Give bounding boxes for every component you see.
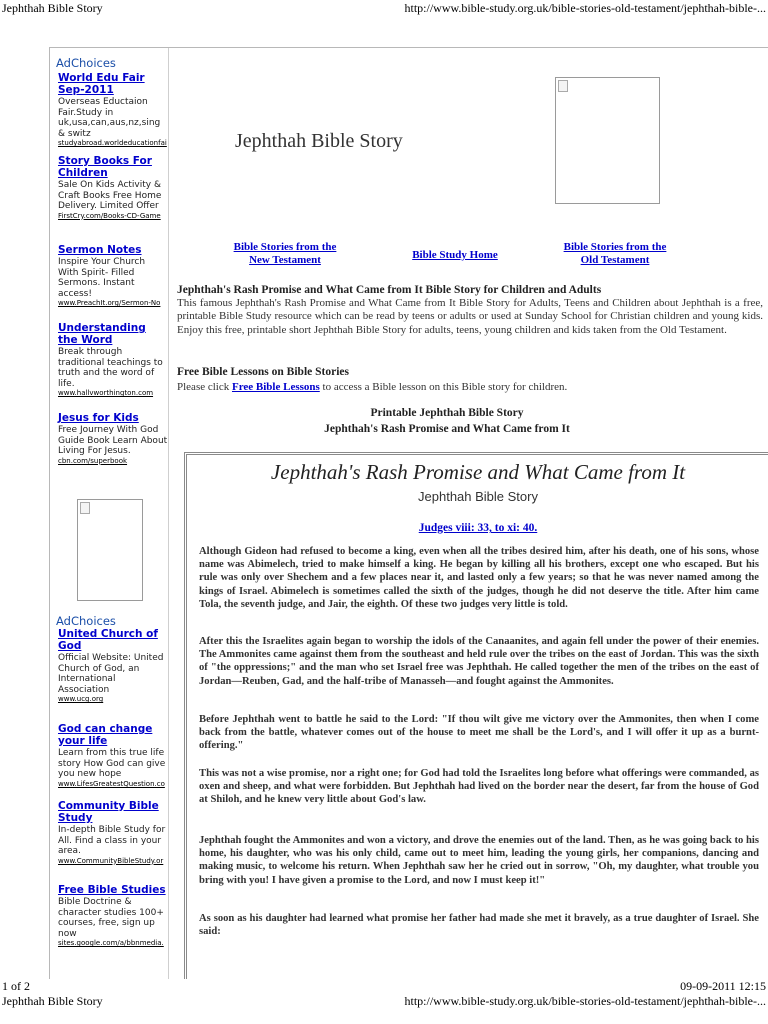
ad-description: Free Journey With God Guide Book Learn About Living For Jesus. (58, 425, 168, 456)
print-footer-url: http://www.bible-study.org.uk/bible-stories-old-testament/jephthah-bible-... (404, 994, 766, 1008)
lessons-text (177, 381, 763, 394)
ad-title-link[interactable]: Story Books For Children (58, 155, 152, 179)
sidebar-ad[interactable] (58, 884, 168, 948)
ad-choices-label[interactable]: AdChoices (56, 56, 116, 70)
sidebar-ad[interactable] (58, 412, 168, 466)
story-box (184, 452, 768, 979)
ad-url-link[interactable]: FirstCry.com/Books-CD-Game (58, 211, 161, 220)
ad-description: Break through traditional teachings to truth and the word of life. (58, 347, 163, 389)
ad-title-link[interactable]: United Church of God (58, 628, 158, 652)
print-footer-repeat (0, 993, 768, 1009)
print-header (0, 0, 768, 16)
ad-url-link[interactable]: www.hallvworthington.com (58, 389, 154, 397)
broken-image-icon (558, 80, 568, 92)
printable-line-2: Jephthah's Rash Promise and What Came from It (324, 423, 570, 435)
ad-url-link[interactable]: www.LifesGreatestQuestion.co (58, 779, 165, 788)
ad-url-link[interactable]: www.ucg.org (58, 695, 104, 703)
print-header-title: Jephthah Bible Story (2, 1, 103, 15)
ad-url-link[interactable]: sites.google.com/a/bbnmedia. (58, 939, 164, 947)
ad-description: In-depth Bible Study for All. Find a class in your area. (58, 825, 166, 856)
print-datetime: 09-09-2011 12:15 (680, 979, 766, 993)
ad-choices-label[interactable]: AdChoices (56, 614, 116, 628)
nav-old-testament-link[interactable]: Bible Stories from the Old Testament (563, 241, 667, 266)
sidebar-ad[interactable] (58, 322, 168, 398)
free-bible-lessons-link[interactable]: Free Bible Lessons (231, 381, 320, 393)
broken-image-icon (80, 502, 90, 514)
ad-description: Inspire Your Church With Spirit- Filled Sermons. Instant access! (58, 257, 146, 299)
sidebar-ads (50, 48, 169, 979)
nav-home-link[interactable]: Bible Study Home (412, 249, 498, 261)
nav-new-testament-link[interactable]: Bible Stories from the New Testament (233, 241, 337, 266)
lessons-heading: Free Bible Lessons on Bible Stories (177, 366, 349, 378)
story-paragraph: Although Gideon had refused to become a king, even when all the tribes desired him, after his death, one of his sons, whose name was Abimelech, tried to make himself a king. He began by killing all his brothers, except one who escaped. But his rule was only over Shechem and a few places near it, and lasted only a few years; so that he was never named among the kings of Israel. Abimelech is sometimes called the sixth of the judges, though he did not deserve the title. After him came Tola, the seventh judge, and Jair, the eighth. Of these two judges very little is told. (199, 546, 759, 610)
print-footer (0, 978, 768, 994)
print-header-url: http://www.bible-study.org.uk/bible-stories-old-testament/jephthah-bible-... (404, 1, 766, 15)
story-paragraph: After this the Israelites again began to worship the idols of the Canaanites, and again fell under the power of their enemies. The Ammonites came against them from the southeast and held rule over the tribes on the east of Jordan. This was the sixth of "the oppressions;" and the man who set Israel free was Jephthah. He called together the men of the tribes on the east of Jordan—Reuben, Gad, and the half-tribe of Manasseh—and fought against the Ammonites. (199, 636, 759, 687)
ad-description: Bible Doctrine & character studies 100+ courses, free, sign up now (58, 897, 164, 939)
sidebar-ad[interactable] (58, 155, 168, 221)
ad-url-link[interactable]: www.PreachIt.org/Sermon-No (58, 299, 161, 307)
story-paragraph: As soon as his daughter had learned what promise her father had made she met it bravely, as a true daughter of Israel. She said: (199, 913, 759, 938)
ad-url-link[interactable]: www.CommunityBibleStudy.or (58, 856, 164, 865)
ad-description: Sale On Kids Activity & Craft Books Free Home Delivery. Limited Offer (58, 180, 162, 211)
printable-line-1: Printable Jephthah Bible Story (370, 407, 524, 419)
ad-url-link[interactable]: studyabroad.worldeducationfai (58, 139, 167, 147)
web-page (49, 47, 768, 979)
sidebar-ad[interactable] (58, 72, 168, 148)
header-image-placeholder (555, 77, 660, 204)
ad-title-link[interactable]: Sermon Notes (58, 244, 142, 256)
print-footer-title: Jephthah Bible Story (2, 994, 103, 1008)
ad-description: Official Website: United Church of God, an International Association (58, 653, 164, 695)
lessons-text-before: Please click (177, 381, 232, 393)
ad-description: Learn from this true life story How God can give you new hope (58, 748, 166, 779)
ad-description: Overseas Eductaion Fair.Study in uk,usa,can,aus,nz,sing & switz (58, 97, 161, 139)
sidebar-ad[interactable] (58, 244, 168, 308)
lessons-text-after: to access a Bible lesson on this Bible story for children. (319, 381, 568, 393)
site-title: Jephthah Bible Story (235, 130, 403, 152)
story-subtitle: Jephthah Bible Story (418, 489, 538, 504)
ad-title-link[interactable]: Free Bible Studies (58, 884, 166, 896)
ad-title-link[interactable]: World Edu Fair Sep-2011 (58, 72, 145, 96)
ad-image-placeholder[interactable] (77, 499, 143, 601)
ad-title-link[interactable]: Community Bible Study (58, 800, 159, 824)
sidebar-ad[interactable] (58, 628, 168, 704)
ad-url-link[interactable]: cbn.com/superbook (58, 456, 128, 465)
story-paragraph: Before Jephthah went to battle he said to the Lord: "If thou wilt give me victory over the Ammonites, then when I come back from the battle, whatever comes out of the house to meet me shall be the Lord's, and I will offer it up as a burnt-offering." (199, 714, 759, 752)
intro-heading: Jephthah's Rash Promise and What Came from It Bible Story for Children and Adults (177, 284, 602, 296)
story-paragraph: This was not a wise promise, nor a right one; for God had told the Israelites long before what offerings were commanded, as oxen and sheep, and what were forbidden. But Jephthah had lived on the border near the desert, far from the house of God at Shiloh, and he knew very little about God's law. (199, 768, 759, 806)
story-paragraph: Jephthah fought the Ammonites and won a victory, and drove the enemies out of the land. Then, as he was going back to his home, his daughter, who was his only child, came out to meet him, leading the young girls, her companions, dancing and making music, to welcome his return. When Jephthah saw her he cried out in sorrow, "Oh, my daughter, what trouble you bring with you! I have given a promise to the Lord, and now I must keep it!" (199, 835, 759, 886)
ad-title-link[interactable]: Jesus for Kids (58, 412, 139, 424)
page-number: 1 of 2 (2, 979, 30, 993)
scripture-reference-link[interactable]: Judges viii: 33, to xi: 40. (418, 522, 538, 534)
sidebar-ad[interactable] (58, 800, 168, 866)
sidebar-ad[interactable] (58, 723, 168, 789)
ad-title-link[interactable]: Understanding the Word (58, 322, 146, 346)
intro-text: This famous Jephthah's Rash Promise and What Came from It Bible Story for Adults, Teens and Children about Jephthah is a free, printable Bible Study resource which can be read by teens or adults or used at Sunday School for Christian children and young kids. Enjoy this free, printable short Jephthah Bible Story for adults, teens, young children and kids taken from the Old Testament. (177, 297, 763, 336)
story-title: Jephthah's Rash Promise and What Came from It (270, 460, 686, 484)
ad-title-link[interactable]: God can change your life (58, 723, 153, 747)
